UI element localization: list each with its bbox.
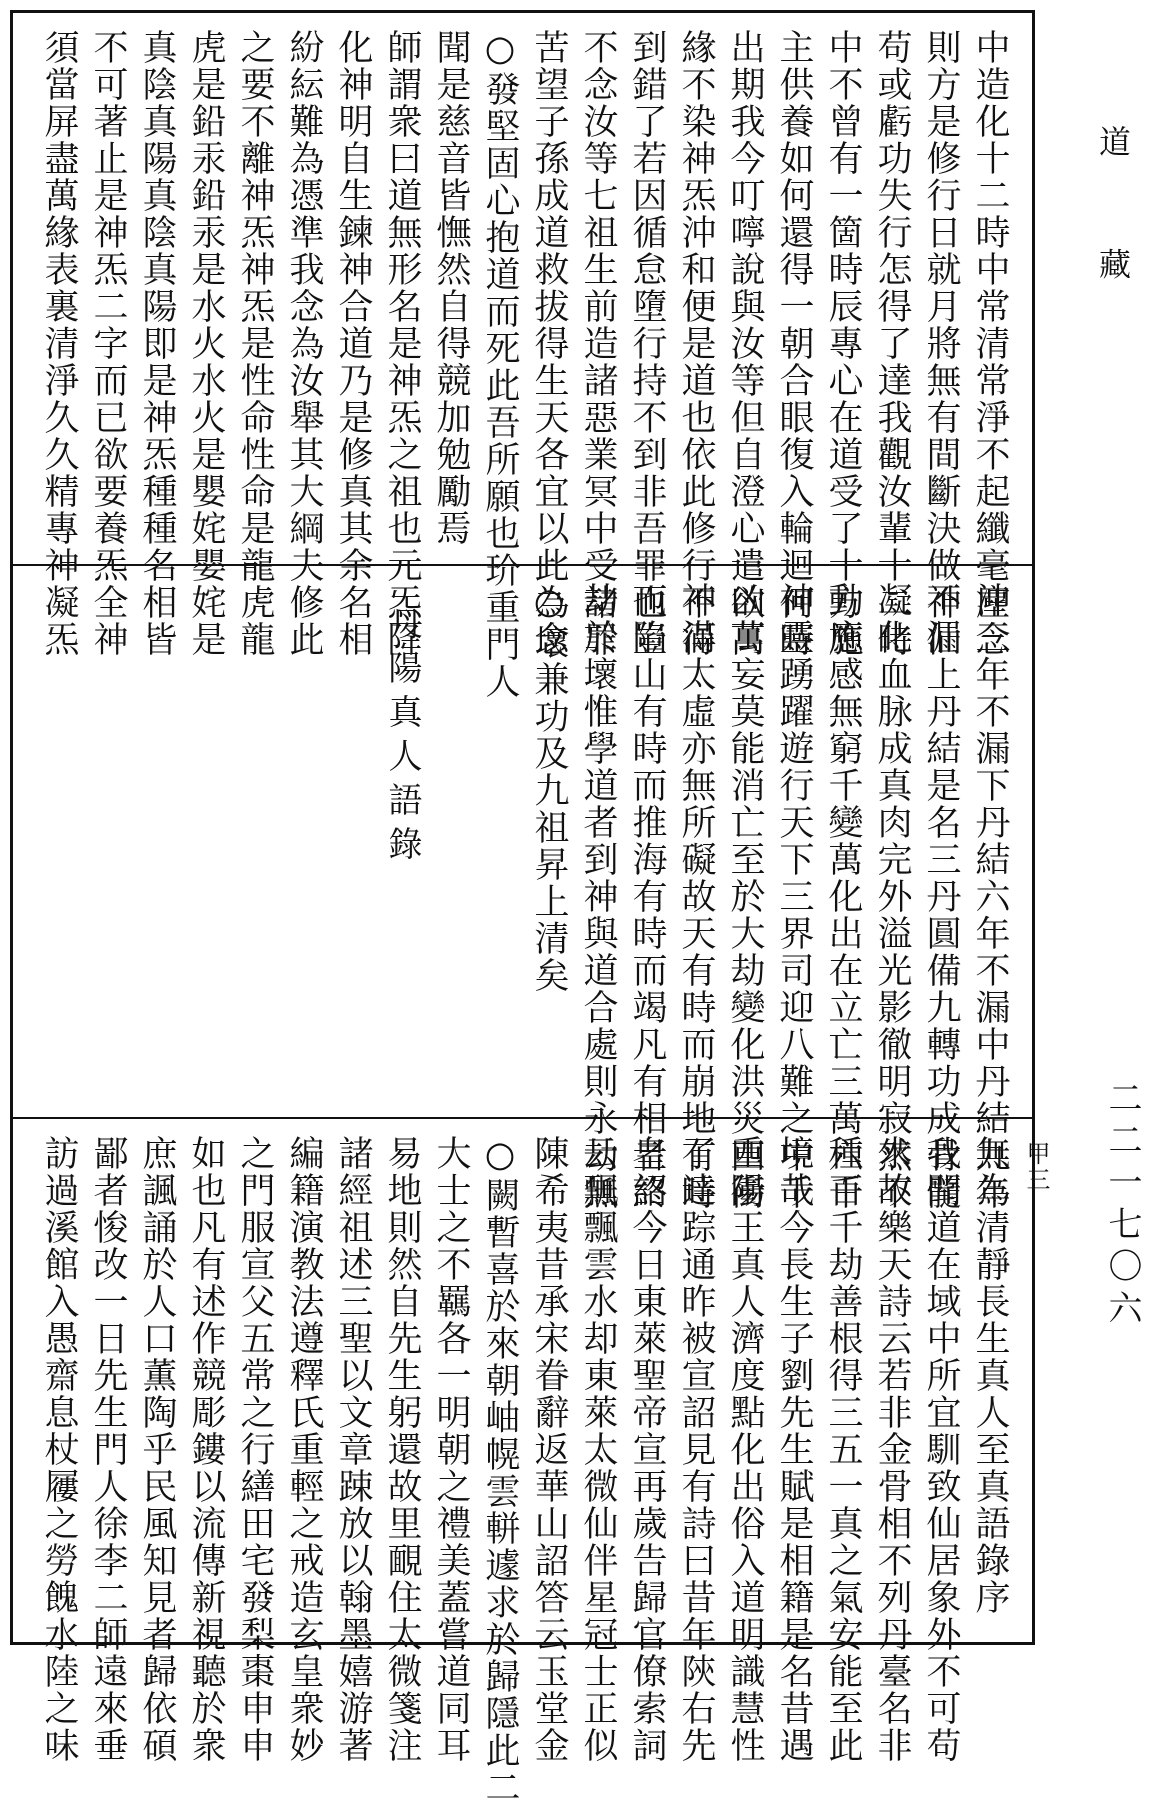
text-column: 了達踪通昨被宣詔見有詩曰昔年陝右先 [676, 1135, 716, 1764]
text-column: 到錯了若因循怠墮行持不到非吾罪也豈 [627, 29, 667, 658]
text-column: 紛紜難為憑準我念為汝舉其大綱夫修此 [284, 29, 324, 658]
text-column: 如也凡有述作競彫鏤以流傳新視聽於衆 [186, 1135, 226, 1764]
text-column: 訪過溪館入愚齋息杖屨之勞餽水陸之味 [39, 1135, 79, 1764]
text-column: 丹陽真人語錄 [382, 606, 422, 870]
text-column: 神滿太虛亦無所礙故天有時而崩地有時 [676, 582, 716, 1211]
header-tag: 甲三 [1022, 1141, 1050, 1193]
text-column: 則方是修行日就月將無有間斷決做神仙 [921, 29, 961, 658]
text-column: 不念汝等七祖生前造諸惡業冥中受諸罪 [578, 29, 618, 658]
text-column: ○發堅固心抱道而死此吾所願也玠重門人 [480, 29, 520, 700]
text-column: 之門服宣父五常之行繕田宅發梨棗申申 [235, 1135, 275, 1764]
text-column: 真陰真陽真陰真陽即是神炁種種名相皆 [137, 29, 177, 658]
text-column: 皇詔今日東萊聖帝宣再歲告歸官僚索詞 [627, 1135, 667, 1764]
text-column: 沖三年不漏下丹結六年不漏中丹結九年 [970, 582, 1010, 1211]
text-column: 主供養如何還得一朝合眼復入輪迴何時 [774, 29, 814, 658]
text-column: 苟或虧功失行怎得了達我觀汝輩十二時 [872, 29, 912, 658]
text-column: 云飄飄雲水却東萊太微仙伴星冠士正似 [578, 1135, 618, 1764]
text-column: 出期我今叮嚀說與汝等但自澄心遣欲萬 [725, 29, 765, 658]
text-column: 緣不染神炁沖和便是道也依此修行不得 [676, 29, 716, 658]
text-column: 須當屏盡萬緣表裏清淨久久精專神凝炁 [39, 29, 79, 658]
text-column: 不可著止是神炁二字而已欲要養炁全神 [88, 29, 128, 658]
text-column: 之要不離神炁神炁是性命性命是龍虎龍 [235, 29, 275, 658]
text-column: 凝化血脉成真肉完外溢光影徹明寂然不 [872, 582, 912, 1211]
text-column: 大士之不羈各一明朝之禮美蓋嘗道同耳 [431, 1135, 471, 1764]
text-column: 聞是慈音皆憮然自得競加勉勵焉 [431, 29, 471, 547]
text-register-2 [13, 566, 1032, 1211]
text-column: 虎是鉛汞鉛汞是水火水火是嬰姹嬰姹是 [186, 29, 226, 658]
text-column: 神靈踴躍遊行天下三界司迎八難之中千 [774, 582, 814, 1211]
text-column: 編籍演教法遵釋氏重輕之戒造玄皇衆妙 [284, 1135, 324, 1764]
margin-title: 道 藏 [1094, 125, 1132, 320]
text-register-3 [13, 1119, 1050, 1806]
text-register-1 [13, 13, 1032, 700]
text-column: 動應感無窮千變萬化出在立亡三萬六千 [823, 582, 863, 1211]
text-column: ○壞兼功及九祖昇上清矣 [529, 582, 569, 994]
text-column: ○闕暫喜於來朝岫幌雲軿遽求於歸隱此二 [480, 1135, 520, 1806]
text-column: 境哉今長生子劉先生賦是相籍是名昔遇 [774, 1135, 814, 1764]
text-column: 鄙者悛改一日先生門人徐李二師遠來垂 [88, 1135, 128, 1764]
text-column: 易地則然自先生躬還故里靦住太微箋注 [382, 1135, 422, 1764]
text-column: 諸經祖述三聖以文章踈放以翰墨嬉游著 [333, 1135, 373, 1764]
page-frame [10, 10, 1050, 1806]
text-column: 重陽王真人濟度點化出俗入道明識慧性 [725, 1135, 765, 1764]
text-column: 我聞道在域中所宜馴致仙居象外不可苟 [921, 1135, 961, 1764]
text-column: 庶諷誦於人口薫陶乎民風知見者歸依碩 [137, 1135, 177, 1764]
text-column: 師謂衆曰道無形名是神炁之祖也元炁降 [382, 29, 422, 658]
text-column: 中不曾有一箇時辰專心在道受了十方施 [823, 29, 863, 658]
text-column: 陳希夷昔承宋眷辭返華山詔答云玉堂金 [529, 1135, 569, 1764]
text-column: 劫於壞惟學道者到神與道合處則永劫無 [578, 582, 618, 1211]
text-column: 不漏上丹結是名三丹圓備九轉功成骨髓 [921, 582, 961, 1211]
margin-page-number: 二二一七〇六 [1102, 1080, 1142, 1332]
text-column: 求故樂天詩云若非金骨相不列丹臺名非 [872, 1135, 912, 1764]
text-column: 凶萬妄莫能消亡至於大劫變化洪災四衝 [725, 582, 765, 1211]
text-column: 而陷山有時而推海有時而竭凡有相者終 [627, 582, 667, 1211]
text-column: 種百千劫善根得三五一真之氣安能至此 [823, 1135, 863, 1764]
text-column: 苦望子孫成道救拔得生天各宜以此為念 [529, 29, 569, 658]
text-column: 化神明自生鍊神合道乃是修真其余名相 [333, 29, 373, 658]
text-column: 中造化十二時中常清常淨不起纖毫塵念 [970, 29, 1010, 658]
text-column: 無為清靜長生真人至真語錄序 [970, 1135, 1010, 1616]
